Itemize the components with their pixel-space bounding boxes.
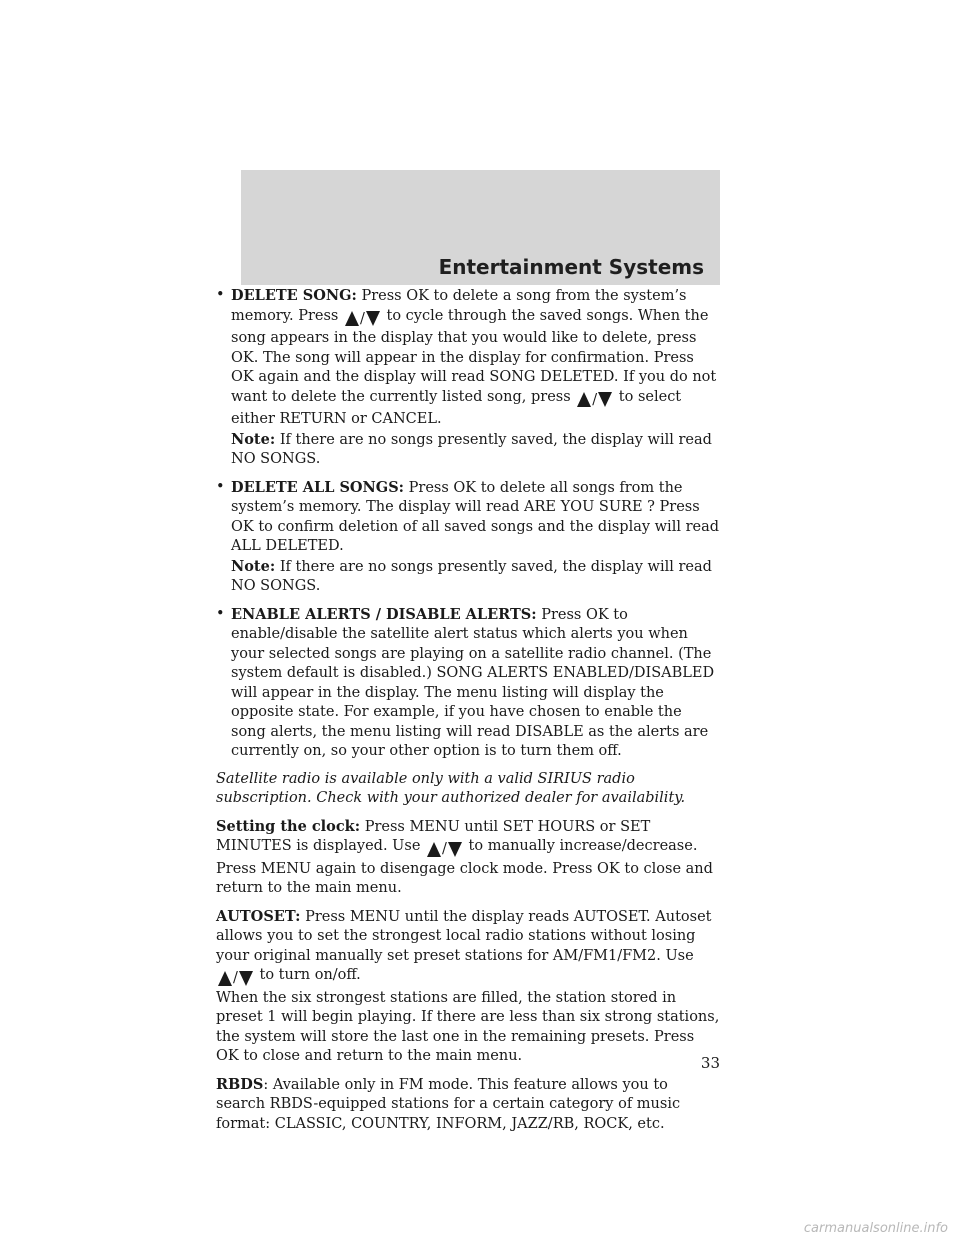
clock-label: Setting the clock: — [216, 817, 361, 835]
rbds-paragraph — [216, 1075, 720, 1135]
up-arrow-icon — [427, 842, 441, 857]
up-down-arrows — [345, 310, 380, 330]
up-down-arrows — [218, 969, 253, 989]
bullet: • — [216, 478, 225, 495]
bullet: • — [216, 605, 225, 622]
list-item-delete-song — [216, 286, 720, 470]
up-down-arrows — [577, 391, 612, 411]
note-label: Note: — [231, 430, 276, 448]
item-text: to cycle through the saved songs. When the song appears in the display that you would like to delete, press OK. The song will appear in the display for confirmation. Press OK again and the display will read SONG DELETED. If you do not want to delete the currently listed song, press — [231, 307, 717, 405]
autoset-label: AUTOSET: — [216, 907, 301, 925]
item-text: to select either RETURN or CANCEL. — [231, 388, 682, 427]
sirius-note: Satellite radio is available only with a valid SIRIUS radio subscription. Check with your authorized dealer for availability. — [216, 770, 686, 806]
page-number: 33 — [700, 1054, 720, 1072]
down-arrow-icon — [598, 392, 612, 407]
up-arrow-icon — [218, 971, 232, 986]
autoset-text: to turn on/off. — [259, 967, 361, 983]
section-title: Entertainment Systems — [438, 255, 704, 279]
down-arrow-icon — [366, 311, 380, 326]
item-label: ENABLE ALERTS / DISABLE ALERTS: — [231, 605, 537, 623]
item-text: Press OK to enable/disable the satellite alert status which alerts you when your selected songs are playing on a satellite radio channel. (The system default is disabled.) SONG ALERTS ENABLED/DISABLED will appear in the display. The menu listing will display the opposite state. For example, if you have chosen to enable the song alerts, the menu listing will read DISABLE as the alerts are currently on, so your other option is to turn them off. — [231, 606, 715, 759]
clock-paragraph — [216, 817, 720, 899]
note-text: If there are no songs presently saved, the display will read NO SONGS. — [231, 558, 712, 594]
arrow-separator: / — [360, 310, 365, 327]
item-text: Press OK to delete all songs from the system’s memory. The display will read ARE YOU SURE ? Press OK to confirm deletion of all saved songs and the display will read ALL DELETED. — [231, 479, 720, 554]
section-header — [241, 170, 720, 285]
autoset-paragraph — [216, 907, 720, 1067]
rbds-label: RBDS — [216, 1075, 264, 1093]
autoset-text: When the six strongest stations are filled, the station stored in preset 1 will begin playing. If there are less than six strong stations, the system will store the last one in the remaining presets. Press OK to close and return to the main menu. — [216, 989, 720, 1064]
bullet: • — [216, 287, 225, 303]
clock-text: to manually increase/decrease. Press MENU again to disengage clock mode. Press OK to close and return to the main menu. — [216, 838, 713, 896]
up-down-arrows — [427, 840, 462, 860]
up-arrow-icon — [577, 392, 591, 407]
arrow-separator: / — [442, 841, 447, 857]
clock-text: Press MENU until SET HOURS or SET MINUTES is displayed. Use — [216, 818, 651, 854]
down-arrow-icon — [239, 971, 253, 986]
note-label: Note: — [231, 557, 276, 575]
list-item-delete-all-songs — [216, 478, 720, 597]
rbds-text: : Available only in FM mode. This feature allows you to search RBDS-equipped stations for a certain category of music format: CLASSIC, COUNTRY, INFORM, JAZZ/RB, ROCK, etc. — [216, 1076, 681, 1132]
watermark-text: carmanualsonline.info — [803, 1221, 948, 1236]
arrow-separator: / — [592, 391, 598, 408]
item-text: Press OK to delete a song from the system’s memory. Press — [231, 288, 687, 324]
down-arrow-icon — [448, 842, 462, 857]
item-label: DELETE ALL SONGS: — [231, 478, 405, 496]
page-content — [216, 286, 720, 1142]
arrow-separator: / — [233, 970, 238, 986]
list-item-alerts — [216, 605, 720, 762]
note-text: If there are no songs presently saved, the display will read NO SONGS. — [231, 431, 712, 467]
up-arrow-icon — [345, 311, 359, 326]
item-label: DELETE SONG: — [231, 287, 357, 304]
autoset-text: Press MENU until the display reads AUTOSET. Autoset allows you to set the strongest local radio stations without losing your original manually set preset stations for AM/FM1/FM2. Use — [216, 908, 712, 964]
